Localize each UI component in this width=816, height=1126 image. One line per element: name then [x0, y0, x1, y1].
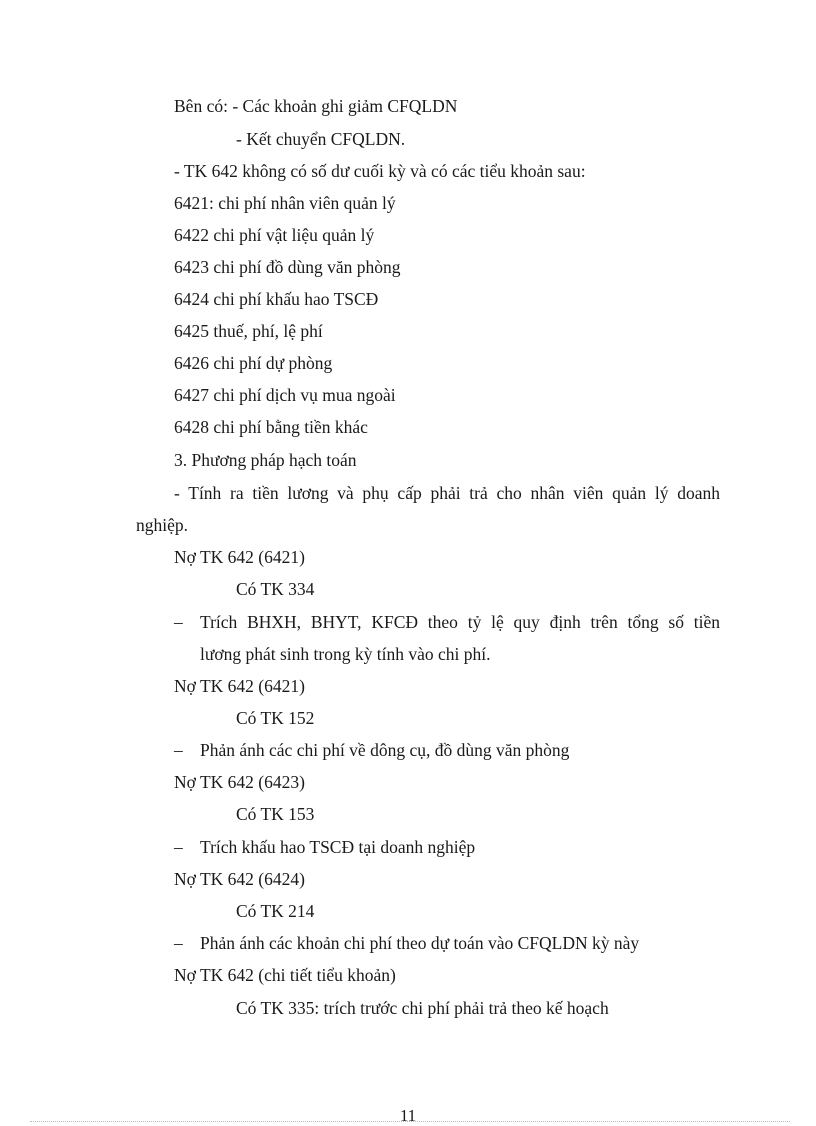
bullet-mark: –: [174, 933, 183, 953]
credit-entry-5: Có TK 335: trích trước chi phí phải trả theo kế hoạch: [236, 998, 609, 1018]
bullet-text: Phản ánh các khoản chi phí theo dự toán vào CFQLDN kỳ này: [200, 933, 640, 953]
bullet-mark: –: [174, 612, 183, 632]
subaccount-6425: 6425 thuế, phí, lệ phí: [174, 321, 323, 341]
bullet-item-1: [174, 611, 720, 633]
debit-entry-4: Nợ TK 642 (6424): [174, 869, 305, 889]
subaccount-6424: 6424 chi phí khấu hao TSCĐ: [174, 289, 379, 309]
debit-entry-3: Nợ TK 642 (6423): [174, 772, 305, 792]
bullet-mark: –: [174, 837, 183, 857]
subaccount-6428: 6428 chi phí bằng tiền khác: [174, 417, 368, 437]
footer-divider: [30, 1121, 790, 1122]
bullet-item-1-continuation: lương phát sinh trong kỳ tính vào chi phí.: [200, 644, 491, 664]
subaccount-6427: 6427 chi phí dịch vụ mua ngoài: [174, 385, 396, 405]
debit-entry-2: Nợ TK 642 (6421): [174, 676, 305, 696]
bullet-item-2: [174, 739, 720, 761]
section-heading: 3. Phương pháp hạch toán: [174, 450, 357, 470]
ket-chuyen-line: - Kết chuyển CFQLDN.: [236, 129, 406, 149]
ben-co-line: Bên có: - Các khoản ghi giảm CFQLDN: [174, 96, 458, 116]
bullet-item-4: [174, 932, 720, 954]
subaccount-6421: 6421: chi phí nhân viên quản lý: [174, 193, 396, 213]
salary-paragraph-line-1: - Tính ra tiền lương và phụ cấp phải trả cho nhân viên quản lý doanh: [174, 483, 720, 503]
bullet-text: Trích khấu hao TSCĐ tại doanh nghiệp: [200, 837, 476, 857]
bullet-text: Trích BHXH, BHYT, KFCĐ theo tỷ lệ quy định trên tổng số tiền: [200, 612, 720, 632]
bullet-mark: –: [174, 740, 183, 760]
subaccount-6422: 6422 chi phí vật liệu quản lý: [174, 225, 375, 245]
bullet-item-3: [174, 836, 720, 858]
credit-entry-4: Có TK 214: [236, 901, 315, 921]
tk642-note-line: - TK 642 không có số dư cuối kỳ và có các tiểu khoản sau:: [174, 161, 586, 181]
salary-paragraph-line-2: nghiệp.: [136, 515, 189, 535]
credit-entry-1: Có TK 334: [236, 579, 315, 599]
bullet-text: Phản ánh các chi phí về dông cụ, đồ dùng văn phòng: [200, 740, 570, 760]
subaccount-6423: 6423 chi phí đồ dùng văn phòng: [174, 257, 401, 277]
credit-entry-2: Có TK 152: [236, 708, 315, 728]
debit-entry-1: Nợ TK 642 (6421): [174, 547, 305, 567]
debit-entry-5: Nợ TK 642 (chi tiết tiểu khoản): [174, 965, 396, 985]
subaccount-6426: 6426 chi phí dự phòng: [174, 353, 333, 373]
credit-entry-3: Có TK 153: [236, 804, 315, 824]
page-number: 11: [399, 1106, 417, 1125]
